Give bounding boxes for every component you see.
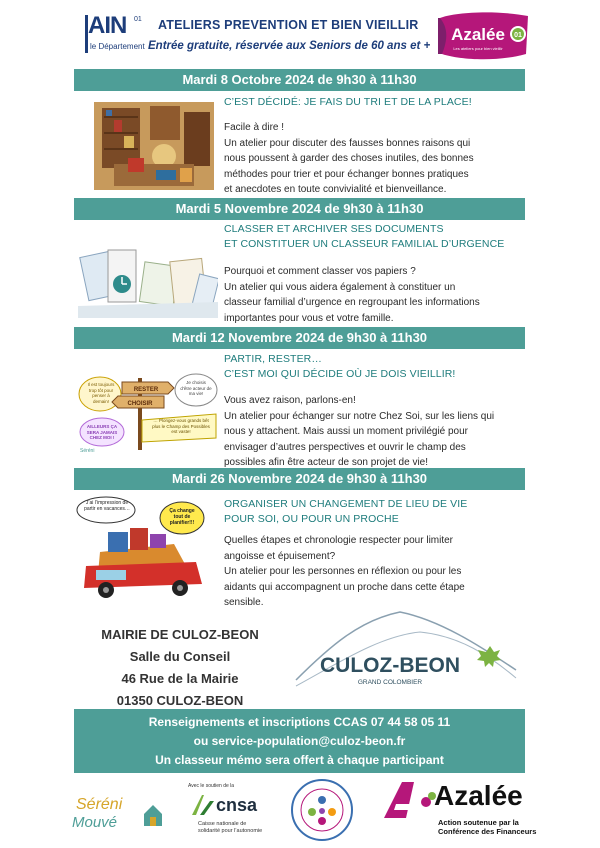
session-1-date: Mardi 8 Octobre 2024 de 9h30 à 11h30 — [74, 69, 525, 91]
venue-line: 46 Rue de la Mairie — [121, 671, 239, 686]
session-2-illustration — [78, 240, 218, 318]
azalee-logo-footer — [380, 778, 537, 842]
azalee-logo-tagline: Les ateliers pour bien vieillir — [453, 46, 503, 51]
session-2-date: Mardi 5 Novembre 2024 de 9h30 à 11h30 — [74, 198, 525, 220]
venue-line: 01350 CULOZ-BEON — [116, 693, 244, 708]
cnsa-fullname — [198, 821, 262, 835]
venue-address — [80, 624, 280, 712]
azalee-caption-line: Conférence des Financeurs — [438, 827, 537, 836]
sereni-mini: Séréni — [80, 448, 95, 454]
session-4-body-line: Un atelier pour les personnes en réflexion ou pour les — [224, 566, 462, 577]
session-1-body-line: méthodes pour trier et pour échanger bonnes pratiques — [224, 168, 469, 180]
bubble-left-text: Il est toujours trop tôt pour penser à demain! — [87, 382, 115, 404]
cnsa-name: cnsa — [216, 795, 258, 815]
session-1-title-line: C’EST DÉCIDÉ: JE FAIS DU TRI ET DE LA PLACE! — [224, 96, 472, 108]
azalee-footer-caption — [438, 818, 536, 836]
azalee-caption-line: Action soutenue par la — [438, 818, 519, 827]
ain-logo-word: AIN — [88, 12, 127, 39]
bubble-right-text: Je choisis d’être acteur de ma vie! — [180, 380, 212, 396]
bubble-bottom-left-text: AILLEURS ÇA SERA JAMAIS CHEZ MOI ! — [86, 424, 118, 440]
bubble-bottom-right-text: … Plongez-vous grands bêt plus le Champ des Possibles est vaste! — [152, 418, 210, 434]
session-1-lead: Facile à dire ! — [224, 122, 285, 133]
azalee-footer-name: Azalée — [434, 780, 523, 811]
session-1-body-line: et anecdotes en toute convivialité et bienveillance. — [224, 184, 447, 195]
ain-logo-sub: le Département — [90, 42, 145, 51]
info-line-3: Un classeur mémo sera offert à chaque participant — [155, 753, 444, 767]
session-1-illustration — [94, 102, 214, 190]
session-3-illustration — [78, 372, 218, 456]
session-4-title-line: ORGANISER UN CHANGEMENT DE LIEU DE VIE — [224, 498, 468, 510]
info-box — [74, 709, 525, 773]
session-4-body-line: angoisse et épuisement? — [224, 550, 336, 562]
session-3-lead: Vous avez raison, parlons-en! — [224, 395, 356, 406]
house-icon — [142, 802, 164, 828]
azalee-badge: 01 — [514, 32, 522, 39]
session-2-title-line: CLASSER ET ARCHIVER SES DOCUMENTS — [224, 223, 444, 235]
session-4-body-line: sensible. — [224, 597, 264, 608]
session-1-body — [224, 120, 524, 198]
conference-financeurs-seal — [290, 778, 354, 842]
cnsa-full-line: solidarité pour l’autonomie — [198, 828, 263, 834]
cnsa-support: Avec le soutien de la — [188, 783, 235, 789]
signpost-bottom: CHOISIR — [127, 401, 153, 407]
session-2-lead: Pourquoi et comment classer vos papiers ? — [224, 266, 416, 277]
mouve-word: Mouvé — [72, 814, 118, 831]
session-2-body-line: classeur familial d’urgence en regroupant les informations — [224, 297, 480, 308]
session-3-body — [224, 393, 524, 471]
car-bubble-left-text: J’ai l’impression de partir en vacances… — [84, 500, 130, 512]
car-bubble-right-text: Ça change tout de planifier!!! — [169, 508, 195, 526]
azalee-logo-text: Azalée — [451, 25, 505, 44]
info-line-1: Renseignements et inscriptions CCAS 07 44 58 05 11 — [148, 715, 451, 729]
session-4-body-line: aidants qui accompagnent un proche dans cette étape — [224, 581, 465, 593]
session-2-title — [224, 222, 504, 252]
session-4-date: Mardi 26 Novembre 2024 de 9h30 à 11h30 — [74, 468, 525, 490]
session-3-body-line: envisager d’autres perspectives et ouvrir le champ des — [224, 441, 466, 453]
azalee-logo-header — [436, 10, 532, 62]
session-4-title — [224, 497, 467, 527]
session-3-body-line: possibles afin être acteur de son projet de vie! — [224, 457, 429, 468]
ain-department-logo — [88, 12, 146, 56]
session-3-date: Mardi 12 Novembre 2024 de 9h30 à 11h30 — [74, 327, 525, 349]
signpost-top: RESTER — [133, 387, 159, 393]
info-line-2[interactable]: ou service-population@culoz-beon.fr — [193, 734, 406, 748]
session-4-illustration — [76, 496, 220, 600]
cnsa-logo — [188, 783, 274, 841]
session-1-body-line: nous poussent à garder des choses inutiles, des bonnes — [224, 153, 474, 164]
culoz-beon-logo — [290, 606, 520, 696]
session-3-body-line: Un atelier pour échanger sur notre Chez Soi, sur les liens qui — [224, 410, 495, 422]
session-4-lead: Quelles étapes et chronologie respecter pour limiter — [224, 535, 454, 546]
session-2-body-line: Un atelier qui vous aidera également à constituer un — [224, 281, 456, 293]
session-4-title-line: POUR SOI, OU POUR UN PROCHE — [224, 513, 399, 525]
cnsa-mark-icon — [190, 793, 216, 817]
cnsa-full-line: Caisse nationale de — [198, 821, 247, 827]
page-subtitle: Entrée gratuite, réservée aux Seniors de 60 ans et + — [148, 40, 431, 52]
session-3-title-line: PARTIR, RESTER… — [224, 353, 322, 365]
culoz-logo-sub: GRAND COLOMBIER — [357, 679, 423, 686]
azalee-flower-icon — [436, 10, 532, 62]
session-3-title — [224, 352, 455, 382]
session-4-body — [224, 533, 524, 611]
session-3-body-line: nous y attachent. Mais aussi un moment privilégié pour — [224, 426, 469, 437]
session-3-title-line: C’EST MOI QUI DÉCIDE OÙ JE DOIS VIEILLIR! — [224, 368, 456, 380]
page-title: ATELIERS PREVENTION ET BIEN VIEILLIR — [158, 18, 419, 32]
session-2-body — [224, 264, 524, 326]
venue-line: MAIRIE DE CULOZ-BEON — [101, 627, 259, 642]
venue-line: Salle du Conseil — [129, 649, 231, 664]
session-2-body-line: importantes pour vous et votre famille. — [224, 312, 394, 324]
session-1-title — [224, 95, 472, 110]
ain-logo-sup: 01 — [134, 16, 142, 23]
seal-icon — [290, 778, 354, 842]
session-2-title-line: ET CONSTITUER UN CLASSEUR FAMILIAL D’URGENCE — [224, 238, 505, 250]
sereni-word: Séréni — [76, 796, 123, 813]
culoz-logo-name: CULOZ-BEON — [320, 654, 460, 677]
session-1-body-line: Un atelier pour discuter des fausses bonnes raisons qui — [224, 137, 471, 149]
sereni-mouve-logo — [68, 790, 164, 840]
